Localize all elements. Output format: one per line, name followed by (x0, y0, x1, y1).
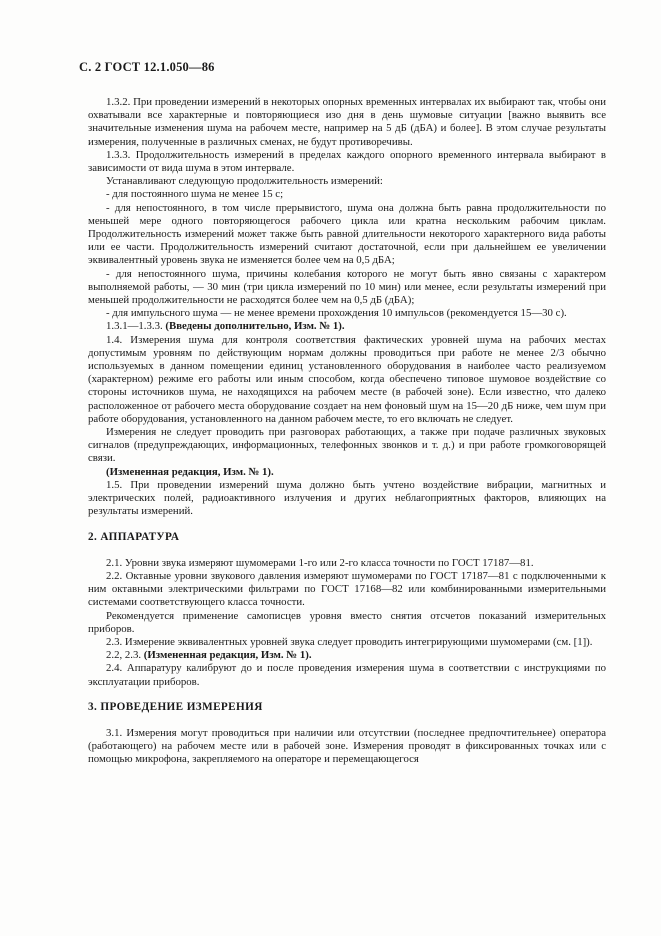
list-item-nonconstant-noise: - для непостоянного, в том числе прерывистого, шума она должна быть равна продолжительности по меньшей мере одного повторяющегося рабочего цикла или кратна нескольким рабочим циклам. Продолжительность измерений может также быть равной длительности некоторого характерного вида работы или ее части. Продолжительность измерений считают достаточной, если при дальнейшем ее увеличении эквивалентный уровень звука не изменяется более чем на 0,5 дБА; (88, 201, 606, 267)
paragraph-2-2-b: Рекомендуется применение самописцев уровня вместо снятия отсчетов показаний измерительных приборов. (88, 609, 606, 635)
paragraph-1-3-2: 1.3.2. При проведении измерений в некоторых опорных временных интервалах их выбирают так, чтобы они охватывали все характерные и повторяющиеся изо дня в день шумовые ситуации [важно выявить все значительные изменения шума на рабочем месте, например на 5 дБ (дБА) и более]. В этом случае результаты измерения, полученные в различных сменах, не будут противоречивы. (88, 96, 606, 148)
paragraph-2-4: 2.4. Аппаратуру калибруют до и после проведения измерения шума в соответствии с инструкциями по эксплуатации приборов. (88, 662, 606, 688)
amendment-clauses: 1.3.1—1.3.3. (106, 320, 163, 333)
amendment-note-3 (88, 649, 606, 662)
paragraph-3-1: 3.1. Измерения могут проводиться при наличии или отсутствии (последнее предпочтительнее) оператора (работающего) на рабочем месте или в рабочей зоне. Измерения проводят в фиксированных точках или с помощью микрофона, закрепляемого на операторе и перемещающегося (88, 726, 606, 766)
document-body (88, 96, 606, 767)
paragraph-1-5: 1.5. При проведении измерений шума должно быть учтено воздействие вибрации, магнитных и электрических полей, радиоактивного излучения и других неблагоприятных факторов, влияющих на результаты измерений. (88, 478, 606, 518)
amendment-clauses: 2.2, 2.3. (106, 649, 142, 662)
paragraph-2-1: 2.1. Уровни звука измеряют шумомерами 1-го или 2-го класса точности по ГОСТ 17187—81. (106, 556, 534, 569)
amendment-text: (Введены дополнительно, Изм. № 1). (165, 320, 345, 333)
paragraph-1-4: 1.4. Измерения шума для контроля соответствия фактических уровней шума на рабочих местах допустимым уровням по действующим нормам должны проводиться при работе не менее 2/3 обычно используемых в данном помещении единиц установленного оборудования в наиболее часто реализуемом (характерном) режиме его работы или иным способом, когда обеспечено типовое шумовое воздействие со стороны источников шума, не находящихся на рабочем месте (в рабочей зоне). Если известно, что далеко расположенное от рабочего места оборудование создает на нем фоновый шум на 15—20 дБ ниже, чем шум при работе оборудования, установленного на данном рабочем месте, то его включать не следует. (88, 333, 606, 425)
section-title-apparatus: 2. АППАРАТУРА (88, 530, 180, 543)
list-item-constant-noise: - для постоянного шума не менее 15 с; (106, 188, 284, 201)
amendment-note-1 (88, 320, 606, 333)
paragraph-1-4-b: Измерения не следует проводить при разговорах работающих, а также при подаче различных звуковых сигналов (предупреждающих, информационных, телефонных звонков и т. д.) и при работе громкоговорящей связи. (88, 426, 606, 465)
paragraph-2-3: 2.3. Измерение эквивалентных уровней звука следует проводить интегрирующими шумомерами (см. [1]). (106, 635, 593, 648)
amendment-note-2: (Измененная редакция, Изм. № 1). (106, 465, 274, 478)
list-item-impulse-noise: - для импульсного шума — не менее времени прохождения 10 импульсов (рекомендуется 15—30 с). (106, 307, 567, 320)
section-title-measurement: 3. ПРОВЕДЕНИЕ ИЗМЕРЕНИЯ (88, 700, 263, 713)
amendment-text: (Измененная редакция, Изм. № 1). (143, 649, 312, 662)
paragraph-establish: Устанавливают следующую продолжительность измерений: (106, 175, 383, 188)
paragraph-2-2: 2.2. Октавные уровни звукового давления измеряют шумомерами по ГОСТ 17187—81 с подключенными к ним октавными электрическими фильтрами по ГОСТ 17168—82 или комбинированными измерительными системами соответствующего класса точности. (88, 569, 606, 609)
paragraph-1-3-3: 1.3.3. Продолжительность измерений в пределах каждого опорного временного интервала выбирают в зависимости от вида шума в этом интервале. (88, 148, 606, 175)
list-item-nonconstant-noise-2: - для непостоянного шума, причины колебания которого не могут быть явно связаны с характером выполняемой работы, — 30 мин (три цикла измерений по 10 мин) или менее, если результаты измерений при меньшей продолжительности не расходятся более чем на 0,5 дБ (дБА); (88, 267, 606, 307)
page-header: С. 2 ГОСТ 12.1.050—86 (79, 60, 215, 74)
